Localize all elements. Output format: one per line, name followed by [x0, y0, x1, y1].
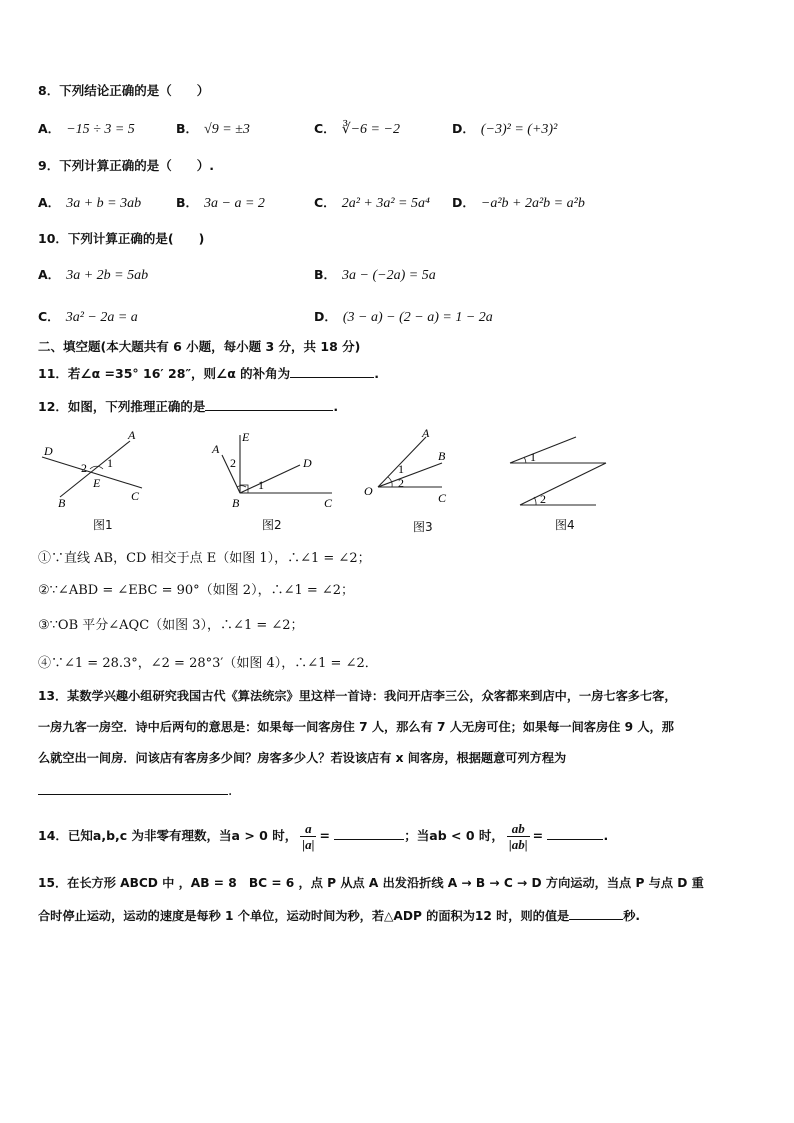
q8-option-a[interactable]: [38, 119, 135, 138]
option-label: D．: [452, 121, 475, 136]
option-label: C．: [314, 195, 336, 210]
svg-text:C: C: [324, 496, 333, 510]
svg-text:A: A: [128, 428, 136, 442]
q13-line-1: 13．某数学兴趣小组研究我国古代《算法统宗》里这样一首诗：我问开店李三公，众客都来到店中，一房七客多七客，: [38, 689, 677, 703]
q10-option-d[interactable]: [314, 307, 493, 326]
option-label: A．: [38, 195, 61, 210]
option-text: ∛−6 = −2: [341, 122, 400, 137]
equals-sign: =: [532, 828, 544, 843]
option-text: 3a − a = 2: [204, 196, 265, 211]
svg-text:1: 1: [530, 450, 536, 464]
option-label: A．: [38, 121, 61, 136]
q12-answer-blank[interactable]: [205, 396, 333, 411]
equals-sign: =: [319, 828, 330, 843]
q14-text: 14．已知a,b,c 为非零有理数，当a > 0 时，: [38, 828, 298, 843]
option-text: 3a² − 2a = a: [65, 310, 138, 325]
option-label: B．: [176, 195, 199, 210]
svg-text:O: O: [364, 484, 373, 498]
q14: [38, 818, 608, 858]
fraction-denominator: |a|: [302, 837, 315, 852]
q11-text: 11．若∠α =35° 16′ 28″，则∠α 的补角为: [38, 366, 291, 381]
figure-2-caption: 图2: [262, 518, 282, 532]
option-label: B．: [314, 267, 337, 282]
option-text: (3 − a) − (2 − a) = 1 − 2a: [342, 310, 493, 325]
option-text: 3a − (−2a) = 5a: [342, 268, 436, 283]
figure-4-diagram: [500, 425, 640, 515]
q10-option-b[interactable]: [314, 265, 436, 284]
q8-stem: 8．下列结论正确的是（ ）: [38, 83, 210, 98]
figure-1-diagram: [30, 425, 160, 515]
q12-end: .: [333, 399, 339, 414]
svg-text:2: 2: [230, 456, 236, 470]
svg-text:A: A: [422, 426, 430, 440]
option-label: D．: [314, 309, 337, 324]
svg-text:2: 2: [81, 461, 87, 475]
q9-option-d[interactable]: [452, 193, 585, 212]
svg-text:2: 2: [540, 492, 546, 506]
q15-text: 合时停止运动，运动的速度是每秒 1 个单位，运动时间为秒，若△ADP 的面积为12 时，则的值是: [38, 909, 570, 923]
q12-statement-4: ④∵∠1 = 28.3°，∠2 = 28°3′（如图 4），∴∠1 = ∠2．: [38, 656, 378, 671]
q9-option-c[interactable]: [314, 193, 430, 212]
option-label: A．: [38, 267, 61, 282]
q11: [38, 363, 379, 383]
q14-fraction-ab: [507, 821, 530, 852]
fraction-numerator: a: [305, 821, 312, 836]
svg-text:D: D: [303, 456, 312, 470]
q15-line-1: 15．在长方形 ABCD 中 ，AB = 8 BC = 6 ，点 P 从点 A 出发沿折线 A → B → C → D 方向运动，当点 P 与点 D 重: [38, 876, 704, 890]
option-text: −15 ÷ 3 = 5: [66, 122, 135, 137]
q11-answer-blank[interactable]: [290, 363, 374, 378]
option-text: −a²b + 2a²b = a²b: [480, 196, 585, 211]
figure-2-diagram: [200, 425, 340, 515]
q12-statement-2: ②∵∠ABD = ∠EBC = 90°（如图 2），∴∠1 = ∠2；: [38, 583, 355, 598]
svg-text:B: B: [58, 496, 66, 510]
option-text: √9 = ±3: [204, 122, 250, 137]
q15-unit: 秒.: [623, 909, 641, 923]
option-label: C．: [314, 121, 336, 136]
option-text: (−3)² = (+3)²: [480, 122, 558, 137]
q12-stem: 12．如图，下列推理正确的是: [38, 399, 206, 414]
q13-answer-blank[interactable]: [38, 780, 228, 795]
fraction-denominator: |ab|: [508, 837, 528, 852]
svg-text:B: B: [438, 449, 446, 463]
figure-3-caption: 图3: [413, 520, 433, 534]
q8-option-d[interactable]: [452, 119, 557, 138]
option-label: B．: [176, 121, 199, 136]
q14-answer-blank-1[interactable]: [334, 825, 404, 840]
q9-option-a[interactable]: [38, 193, 141, 212]
q12-statement-3: ③∵OB 平分∠AQC（如图 3），∴∠1 = ∠2；: [38, 618, 304, 633]
q13-answer-line: [38, 780, 232, 800]
svg-text:E: E: [242, 430, 250, 444]
q8-option-c[interactable]: [314, 119, 400, 138]
figure-1-caption: 图1: [93, 518, 113, 532]
q12-statement-1: ①∵直线 AB，CD 相交于点 E（如图 1），∴∠1 = ∠2；: [38, 551, 371, 566]
q15-line-2: [38, 905, 640, 925]
option-text: 2a² + 3a² = 5a⁴: [341, 196, 430, 211]
q10-stem: 10．下列计算正确的是( ): [38, 231, 205, 246]
figure-4-caption: 图4: [555, 518, 575, 532]
option-text: 3a + 2b = 5ab: [66, 268, 149, 283]
svg-text:1: 1: [398, 462, 404, 476]
svg-text:1: 1: [258, 478, 264, 492]
svg-text:A: A: [212, 442, 220, 456]
q15-answer-blank[interactable]: [569, 905, 623, 920]
q9-stem: 9．下列计算正确的是（ ）.: [38, 158, 214, 173]
svg-text:2: 2: [398, 476, 404, 490]
section-heading: 二、填空题(本大题共有 6 小题，每小题 3 分，共 18 分): [38, 339, 361, 354]
option-text: 3a + b = 3ab: [66, 196, 142, 211]
q13-line-3: 么就空出一间房．问该店有客房多少间？房客多少人？若设该店有 x 间客房，根据题意可列方程为: [38, 751, 567, 765]
svg-text:1: 1: [107, 456, 113, 470]
q14-fraction-a: [300, 821, 316, 852]
q14-answer-blank-2[interactable]: [547, 825, 603, 840]
q13-line-2: 一房九客一房空．诗中后两句的意思是：如果每一间客房住 7 人，那么有 7 人无房可住；如果每一间客房住 9 人，那: [38, 720, 674, 734]
q8-option-b[interactable]: [176, 119, 250, 138]
q14-end: .: [603, 828, 609, 843]
q14-mid-text: ；当ab < 0 时，: [404, 828, 504, 843]
fraction-numerator: ab: [511, 821, 525, 836]
figure-3-diagram: [360, 425, 490, 515]
q10-option-c[interactable]: [38, 307, 138, 326]
q10-option-a[interactable]: [38, 265, 148, 284]
svg-text:E: E: [93, 476, 101, 490]
q12-stem-line: [38, 396, 338, 416]
q9-option-b[interactable]: [176, 193, 265, 212]
svg-text:C: C: [131, 489, 140, 503]
svg-text:C: C: [438, 491, 447, 505]
option-label: D．: [452, 195, 475, 210]
q13-end: .: [228, 783, 233, 799]
q12-figures: [30, 425, 650, 535]
q11-end: .: [374, 366, 379, 381]
svg-text:B: B: [232, 496, 240, 510]
svg-text:D: D: [44, 444, 53, 458]
option-label: C．: [38, 309, 60, 324]
